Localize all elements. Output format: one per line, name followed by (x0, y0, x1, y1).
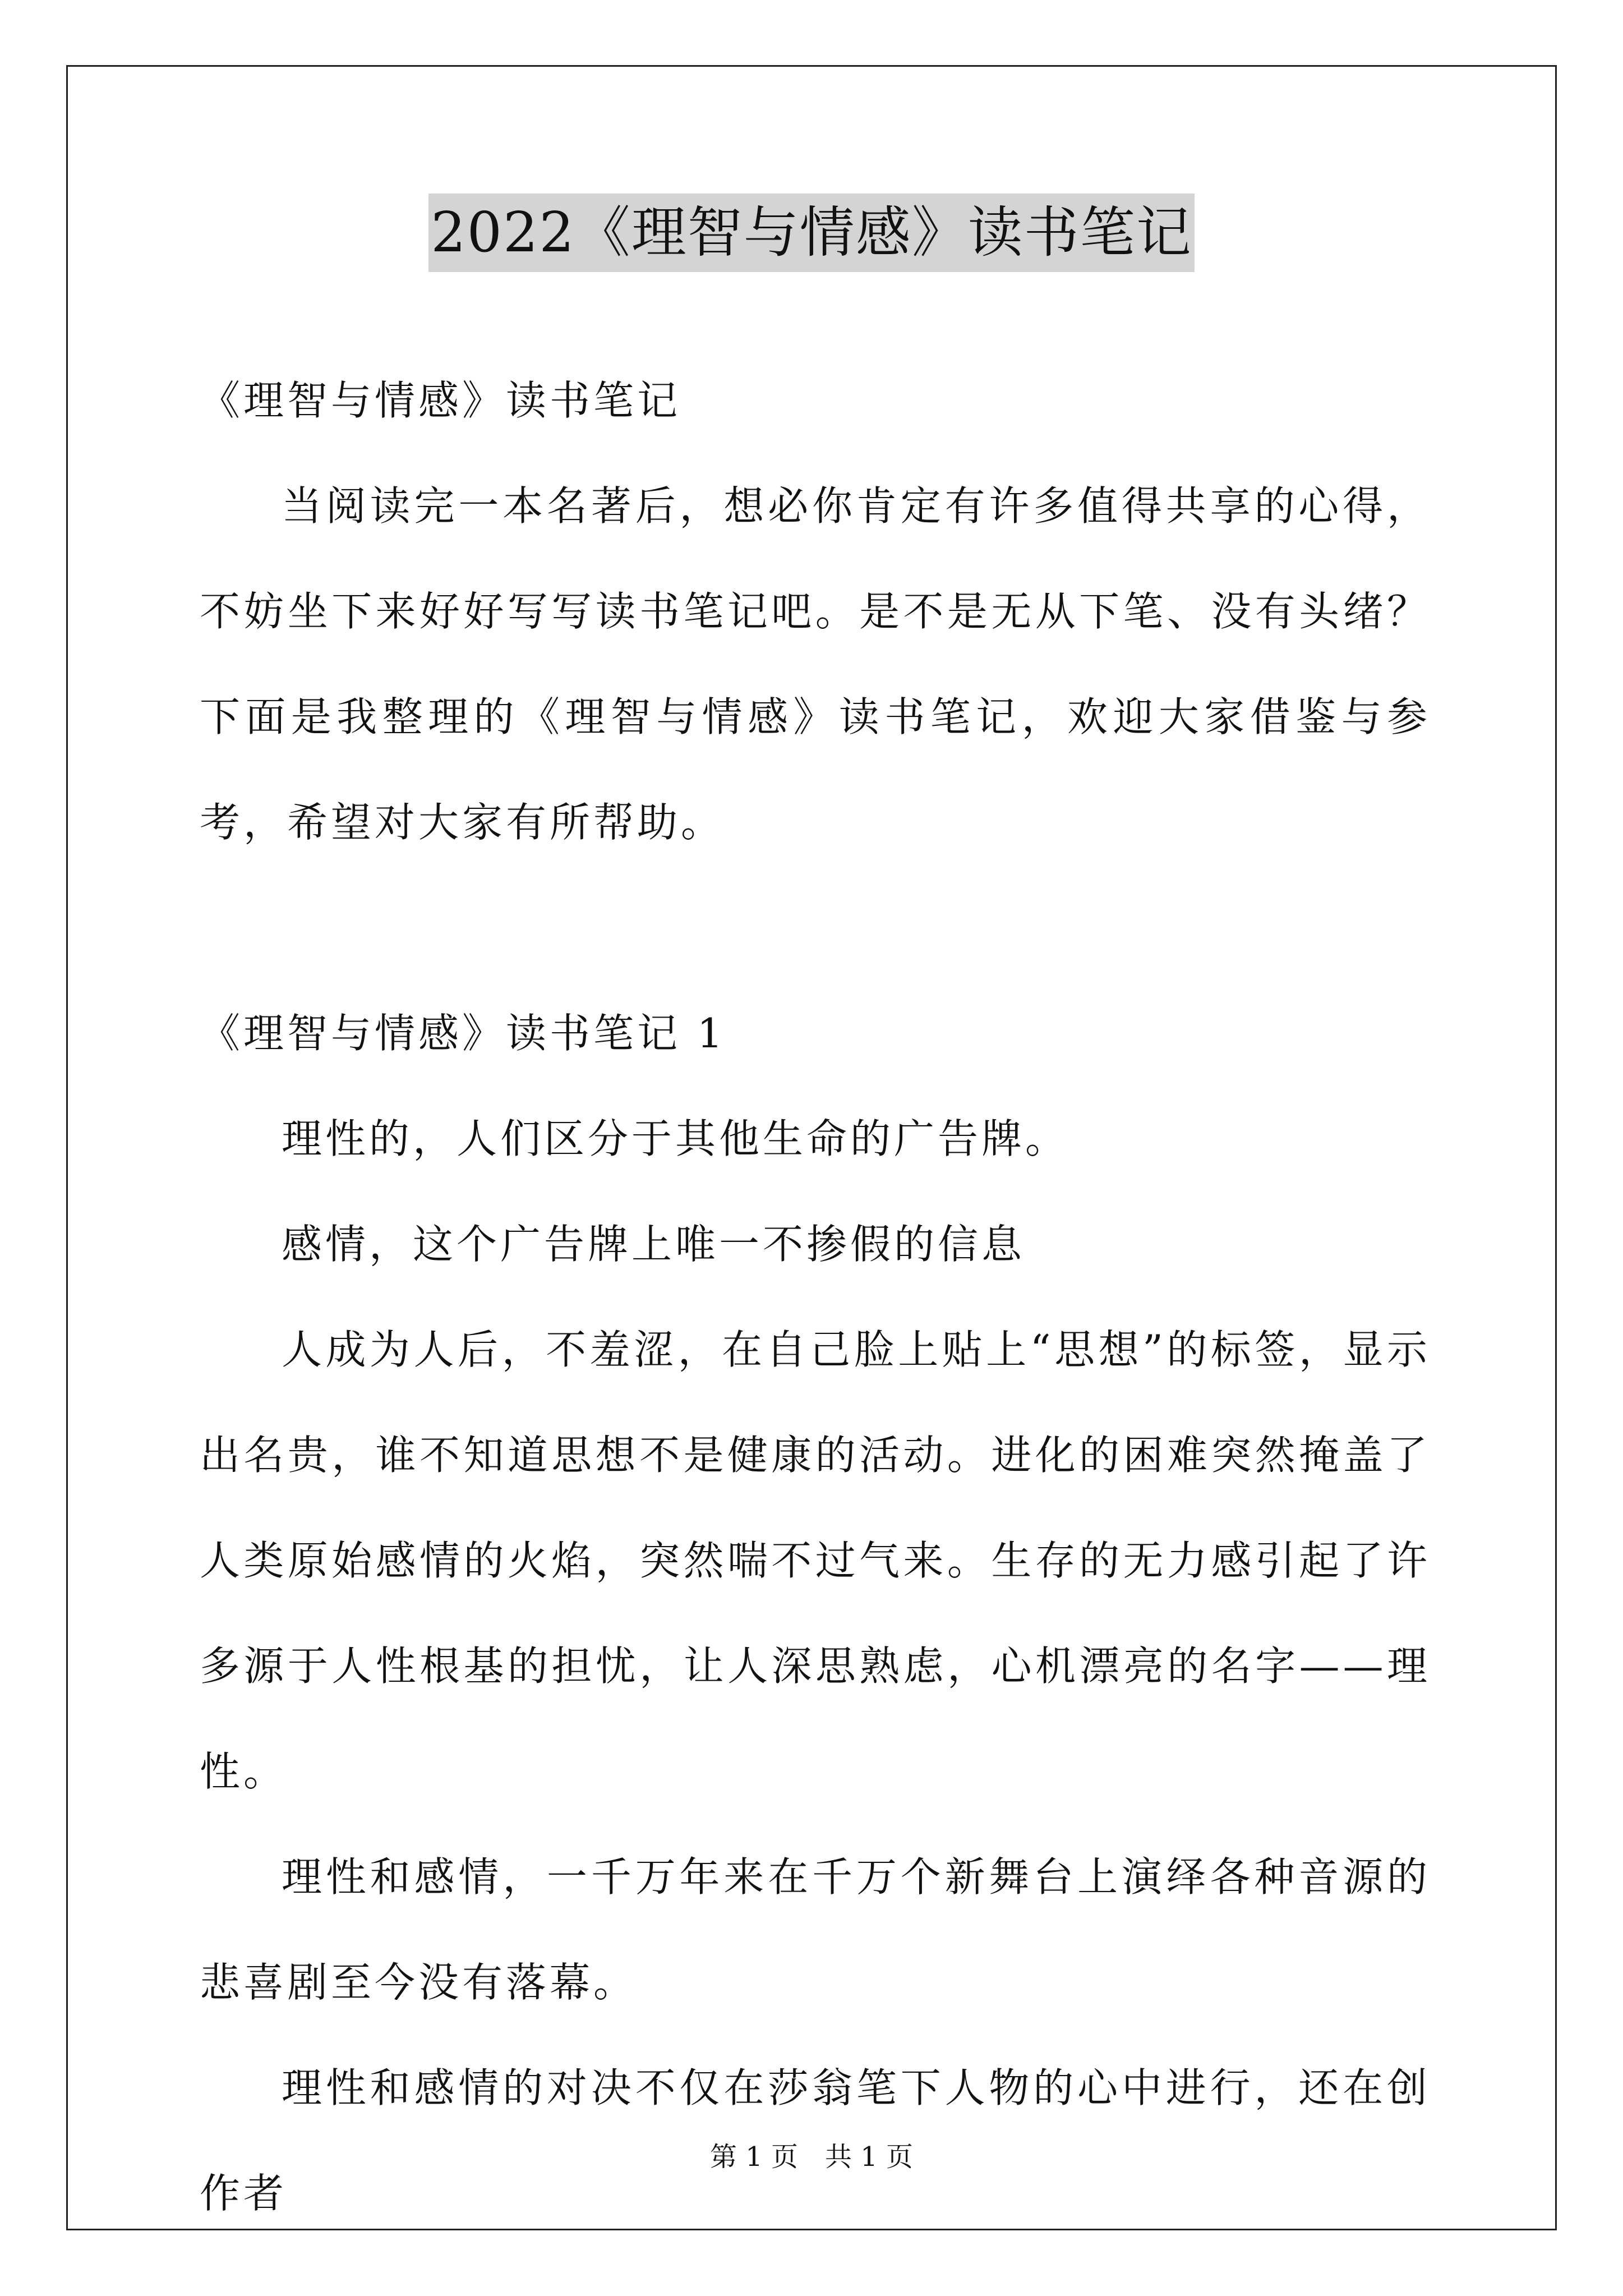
body-paragraph: 理性和感情的对决不仅在莎翁笔下人物的心中进行，还在创作者 (200, 2064, 1431, 2217)
document-body (200, 348, 1431, 2246)
body-paragraph: 理性和感情，一千万年来在千万个新舞台上演绎各种音源的悲喜剧至今没有落幕。 (200, 1853, 1431, 2006)
section-spacer (200, 875, 1431, 981)
intro-paragraph: 当阅读完一本名著后，想必你肯定有许多值得共享的心得，不妨坐下来好好写写读书笔记吧。是不是无从下笔、没有头绪？下面是我整理的《理智与情感》读书笔记，欢迎大家借鉴与参考，希望对大家有所帮助。 (200, 482, 1431, 846)
body-paragraph: 理性的，人们区分于其他生命的广告牌。 (282, 1115, 1069, 1162)
document-title: 2022《理智与情感》读书笔记 (428, 194, 1194, 272)
page-footer: 第 1 页 共 1 页 (709, 2141, 914, 2173)
subtitle: 《理智与情感》读书笔记 (200, 377, 681, 424)
section-heading: 《理智与情感》读书笔记 1 (200, 1010, 726, 1057)
title-container (0, 194, 1623, 272)
body-paragraph: 感情，这个广告牌上唯一不掺假的信息 (282, 1221, 1026, 1268)
body-paragraph: 人成为人后，不羞涩，在自己脸上贴上“思想”的标签，显示出名贵，谁不知道思想不是健康的活动。进化的困难突然掩盖了人类原始感情的火焰，突然喘不过气来。生存的无力感引起了许多源于人性根基的担忧，让人深思熟虑，心机漂亮的名字——理性。 (200, 1326, 1431, 1795)
